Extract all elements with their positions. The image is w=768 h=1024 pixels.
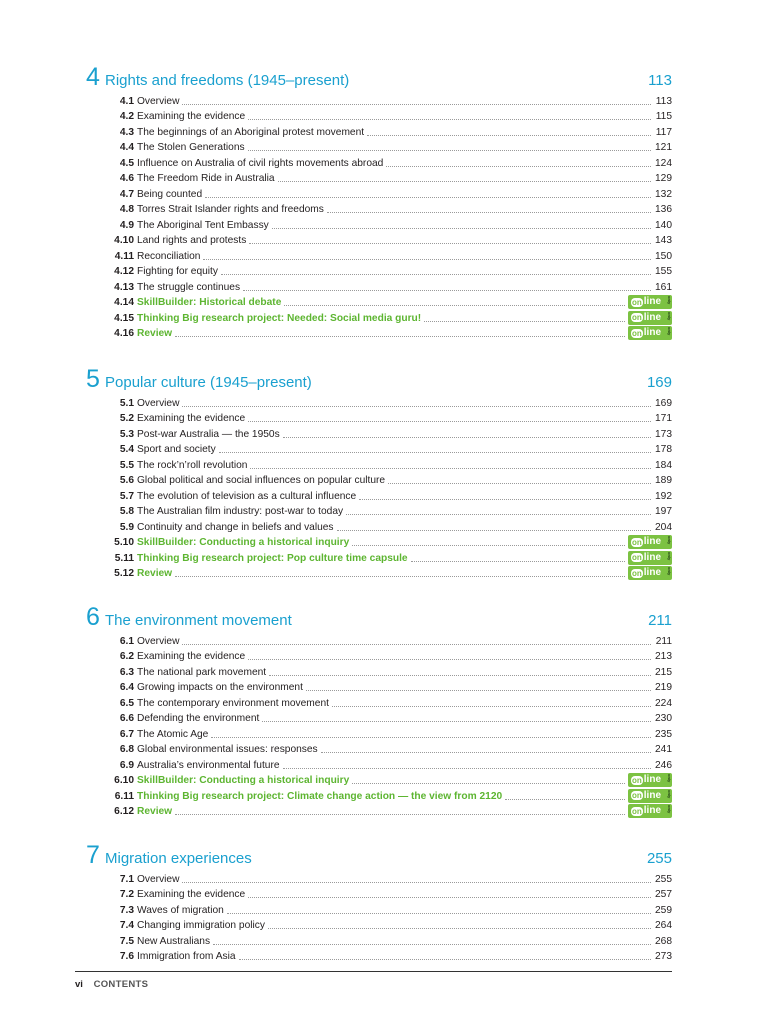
toc-entry[interactable] [86,803,672,819]
dot-leader [248,118,651,120]
chapter-heading[interactable] [86,364,672,394]
toc-entry[interactable] [86,694,672,710]
section-page: 140 [655,219,672,231]
section-number: 6.6 [119,713,134,724]
section-page: 268 [655,935,672,947]
section-title: Overview [137,397,180,409]
section-number: 7.5 [119,935,134,947]
dot-leader [505,798,625,800]
section-title: SkillBuilder: Conducting a historical inquiry [137,537,350,548]
chapter-number: 5 [86,365,100,393]
section-number: 6.8 [119,744,134,755]
footer-page-number: vi [75,979,83,990]
toc-entry[interactable] [86,663,672,679]
section-title: Changing immigration policy [137,920,265,931]
toc-entry[interactable] [86,139,672,155]
toc-entry[interactable] [86,772,672,788]
section-page: 184 [655,459,672,471]
toc-entry[interactable] [86,456,672,472]
dot-leader [175,575,625,577]
dot-leader [278,180,651,182]
online-only-icon [628,566,672,580]
online-badge-tag: only [667,536,672,545]
section-page: 143 [655,235,672,246]
section-page: 255 [655,873,672,885]
section-number: 5.11 [114,552,134,564]
section-title: SkillBuilder: Conducting a historical inquiry [137,775,350,786]
section-title: New Australians [137,935,211,947]
online-badge-tag: only [667,774,672,783]
section-page: 121 [655,142,672,153]
section-title: Sport and society [137,444,216,455]
section-number: 4.3 [119,126,134,138]
toc-entry[interactable] [86,725,672,741]
section-number: 5.5 [119,459,134,471]
section-number: 5.9 [119,521,134,533]
toc-entry[interactable] [86,648,672,664]
section-page: 124 [655,157,672,169]
online-only-icon [628,295,672,309]
online-badge-text: line [643,327,662,338]
section-title: Examining the evidence [137,651,246,662]
section-number: 6.12 [114,806,134,817]
online-only-icon [628,326,672,340]
online-badge-tag: only [667,296,672,305]
section-title: Examining the evidence [137,413,246,424]
dot-leader [182,405,651,407]
online-badge-prefix: on [632,806,642,816]
section-number: 5.8 [119,506,134,517]
section-title: Overview [137,635,180,647]
dot-leader [227,912,651,914]
toc-entry[interactable] [86,756,672,772]
dot-leader [424,320,625,322]
toc-entry[interactable] [86,932,672,948]
dot-leader [352,544,625,546]
section-title: Global political and social influences on popular culture [137,475,386,486]
section-page: 129 [655,173,672,184]
section-page: 178 [655,444,672,455]
dot-leader [321,751,651,753]
dot-leader [367,134,651,136]
toc-entry[interactable] [86,518,672,534]
dot-leader [248,896,651,898]
toc-entry[interactable] [86,917,672,933]
table-of-contents [86,62,672,985]
online-badge-prefix: on [632,313,642,322]
online-only-icon [628,773,672,787]
section-number: 4.1 [119,95,134,107]
dot-leader [359,498,651,500]
section-title: Examining the evidence [137,889,246,900]
toc-entry[interactable] [86,901,672,917]
dot-leader [283,767,651,769]
page-footer [75,971,672,990]
section-title: Thinking Big research project: Climate change action — the view from 2120 [137,790,503,802]
toc-entry[interactable] [86,441,672,457]
dot-leader [221,273,651,275]
section-number: 4.6 [119,173,134,184]
chapter-number: 4 [86,63,100,91]
section-page: 211 [655,635,672,647]
footer-label: CONTENTS [93,979,149,990]
toc-entry[interactable] [86,247,672,263]
dot-leader [175,335,625,337]
section-number: 5.6 [119,475,134,486]
chapter-5 [86,364,672,580]
chapter-page: 255 [646,850,672,867]
chapter-6 [86,602,672,818]
dot-leader [205,196,651,198]
dot-leader [243,289,651,291]
dot-leader [386,165,651,167]
section-title: The national park movement [137,666,267,678]
section-title: Influence on Australia of civil rights movements abroad [137,157,384,169]
online-badge-text: line [643,774,662,785]
chapter-title: Migration experiences [105,850,252,867]
section-number: 6.3 [119,666,134,678]
toc-entry[interactable] [86,294,672,310]
section-page: 132 [655,188,672,200]
section-title: Growing impacts on the environment [137,682,303,693]
section-number: 5.1 [119,397,134,409]
section-title: Examining the evidence [137,111,246,122]
section-number: 6.2 [119,651,134,662]
section-number: 7.4 [119,920,134,931]
toc-entry[interactable] [86,549,672,565]
section-number: 5.10 [114,537,134,548]
section-number: 4.14 [114,297,134,308]
section-page: 257 [655,889,672,900]
section-number: 6.7 [119,728,134,740]
toc-entry[interactable] [86,410,672,426]
dot-leader [249,242,651,244]
section-title: Reconciliation [137,250,201,262]
toc-entry[interactable] [86,263,672,279]
online-badge-tag: only [667,311,672,320]
toc-entry[interactable] [86,534,672,550]
section-page: 215 [655,666,672,678]
section-title: Overview [137,873,180,885]
toc-entry[interactable] [86,201,672,217]
dot-leader [248,658,651,660]
online-badge-prefix: on [632,297,642,307]
online-badge-tag: only [667,789,672,798]
toc-entry[interactable] [86,278,672,294]
section-page: 264 [655,920,672,931]
section-page: 204 [655,521,672,533]
chapter-page: 113 [648,72,672,89]
dot-leader [248,420,651,422]
section-page: 224 [655,697,672,709]
section-number: 5.3 [119,428,134,440]
chapter-page: 211 [648,612,672,629]
section-number: 4.8 [119,204,134,215]
online-badge-tag: only [667,567,672,576]
section-title: Defending the environment [137,713,260,724]
section-number: 6.9 [119,759,134,771]
dot-leader [248,149,651,151]
dot-leader [268,927,651,929]
dot-leader [411,560,625,562]
section-title: The contemporary environment movement [137,697,329,709]
section-title: The Stolen Generations [137,142,245,153]
toc-entry[interactable] [86,948,672,964]
dot-leader [203,258,651,260]
section-page: 150 [655,250,672,262]
section-title: Post-war Australia — the 1950s [137,428,280,440]
dot-leader [284,304,625,306]
toc-entry[interactable] [86,170,672,186]
dot-leader [262,720,651,722]
section-page: 259 [655,904,672,916]
dot-leader [182,881,651,883]
section-title: The Freedom Ride in Australia [137,173,275,184]
toc-entry[interactable] [86,679,672,695]
section-number: 4.5 [119,157,134,169]
section-number: 4.4 [119,142,134,153]
dot-leader [388,482,651,484]
section-number: 4.11 [114,250,134,262]
dot-leader [332,705,651,707]
dot-leader [250,467,651,469]
toc-entry[interactable] [86,787,672,803]
section-page: 230 [655,713,672,724]
section-title: Being counted [137,188,203,200]
section-title: The Aboriginal Tent Embassy [137,219,269,231]
section-number: 4.2 [119,111,134,122]
section-number: 4.9 [119,219,134,231]
toc-entry[interactable] [86,886,672,902]
section-title: Continuity and change in beliefs and values [137,521,334,533]
section-page: 235 [655,728,672,740]
section-page: 189 [655,475,672,486]
online-badge-prefix: on [632,553,642,562]
online-badge-text: line [643,536,662,547]
toc-entry[interactable] [86,325,672,341]
section-page: 213 [655,651,672,662]
chapter-title: Rights and freedoms (1945–present) [105,72,350,89]
online-badge-tag: only [667,327,672,336]
online-badge-prefix: on [632,537,642,547]
online-badge-prefix: on [632,791,642,800]
section-page: 219 [655,682,672,693]
section-number: 4.10 [114,235,134,246]
dot-leader [283,436,651,438]
section-title: Global environmental issues: responses [137,744,318,755]
toc-entry[interactable] [86,216,672,232]
online-badge-prefix: on [632,775,642,785]
section-title: Review [137,568,173,579]
chapter-7 [86,840,672,963]
section-number: 4.13 [114,281,134,293]
toc-entry[interactable] [86,472,672,488]
dot-leader [272,227,651,229]
online-only-icon [628,535,672,549]
section-title: Torres Strait Islander rights and freedoms [137,204,324,215]
dot-leader [306,689,651,691]
section-number: 6.10 [114,775,134,786]
section-page: 192 [655,490,672,502]
section-title: SkillBuilder: Historical debate [137,297,282,308]
online-badge-text: line [643,805,662,816]
dot-leader [213,943,651,945]
section-title: The beginnings of an Aboriginal protest movement [137,126,365,138]
section-number: 6.4 [119,682,134,693]
toc-entry[interactable] [86,565,672,581]
section-page: 113 [655,95,672,107]
chapter-page: 169 [646,374,672,391]
section-page: 246 [655,759,672,771]
section-page: 173 [655,428,672,440]
section-number: 5.7 [119,490,134,502]
online-badge-text: line [643,567,662,578]
dot-leader [182,643,651,645]
toc-entry[interactable] [86,425,672,441]
section-number: 6.5 [119,697,134,709]
section-number: 4.12 [114,266,134,277]
section-title: The rock’n’roll revolution [137,459,248,471]
dot-leader [269,674,651,676]
section-page: 161 [655,281,672,293]
dot-leader [337,529,651,531]
dot-leader [211,736,651,738]
toc-entry[interactable] [86,503,672,519]
dot-leader [239,958,651,960]
toc-entry[interactable] [86,741,672,757]
section-page: 197 [655,506,672,517]
section-title: The evolution of television as a cultural influence [137,490,357,502]
dot-leader [352,782,625,784]
toc-entry[interactable] [86,123,672,139]
online-only-icon [628,789,672,803]
toc-entry[interactable] [86,710,672,726]
section-page: 241 [655,744,672,755]
section-title: Thinking Big research project: Needed: Social media guru! [137,312,422,324]
section-page: 136 [655,204,672,215]
section-page: 273 [655,951,672,962]
section-number: 5.12 [114,568,134,579]
chapter-heading[interactable] [86,840,672,870]
chapter-number: 6 [86,603,100,631]
section-number: 4.7 [119,188,134,200]
chapter-heading[interactable] [86,62,672,92]
section-title: Review [137,806,173,817]
online-badge-text: line [643,789,662,801]
online-only-icon [628,551,672,565]
online-badge-tag: only [667,551,672,560]
dot-leader [182,103,651,105]
section-page: 171 [655,413,672,424]
dot-leader [346,513,651,515]
section-title: Waves of migration [137,904,224,916]
section-page: 155 [655,266,672,277]
section-title: Thinking Big research project: Pop culture time capsule [137,552,408,564]
section-title: Land rights and protests [137,235,247,246]
section-number: 5.4 [119,444,134,455]
section-number: 4.16 [114,328,134,339]
section-title: Australia’s environmental future [137,759,280,771]
section-number: 6.1 [119,635,134,647]
section-number: 7.6 [119,951,134,962]
online-only-icon [628,804,672,818]
section-number: 7.1 [119,873,134,885]
toc-entry[interactable] [86,185,672,201]
chapter-number: 7 [86,841,100,869]
online-badge-prefix: on [632,568,642,578]
section-number: 7.3 [119,904,134,916]
section-number: 7.2 [119,889,134,900]
section-title: The Australian film industry: post-war to today [137,506,344,517]
toc-entry[interactable] [86,154,672,170]
toc-entry[interactable] [86,487,672,503]
online-only-icon [628,311,672,325]
section-number: 5.2 [119,413,134,424]
chapter-heading[interactable] [86,602,672,632]
section-title: Immigration from Asia [137,951,236,962]
online-badge-text: line [643,311,662,323]
online-badge-text: line [643,296,662,307]
section-number: 4.15 [114,312,134,324]
online-badge-tag: only [667,805,672,814]
toc-entry[interactable] [86,108,672,124]
dot-leader [175,813,625,815]
section-number: 6.11 [114,790,134,802]
chapter-title: The environment movement [105,612,292,629]
dot-leader [219,451,651,453]
section-title: Fighting for equity [137,266,218,277]
online-badge-text: line [643,551,662,563]
section-page: 115 [655,111,672,122]
toc-entry[interactable] [86,309,672,325]
section-title: The struggle continues [137,281,241,293]
section-title: Overview [137,95,180,107]
toc-entry[interactable] [86,232,672,248]
dot-leader [327,211,651,213]
section-title: The Atomic Age [137,728,209,740]
chapter-4 [86,62,672,340]
section-title: Review [137,328,173,339]
section-page: 117 [655,126,672,138]
section-page: 169 [655,397,672,409]
chapter-title: Popular culture (1945–present) [105,374,312,391]
online-badge-prefix: on [632,328,642,338]
